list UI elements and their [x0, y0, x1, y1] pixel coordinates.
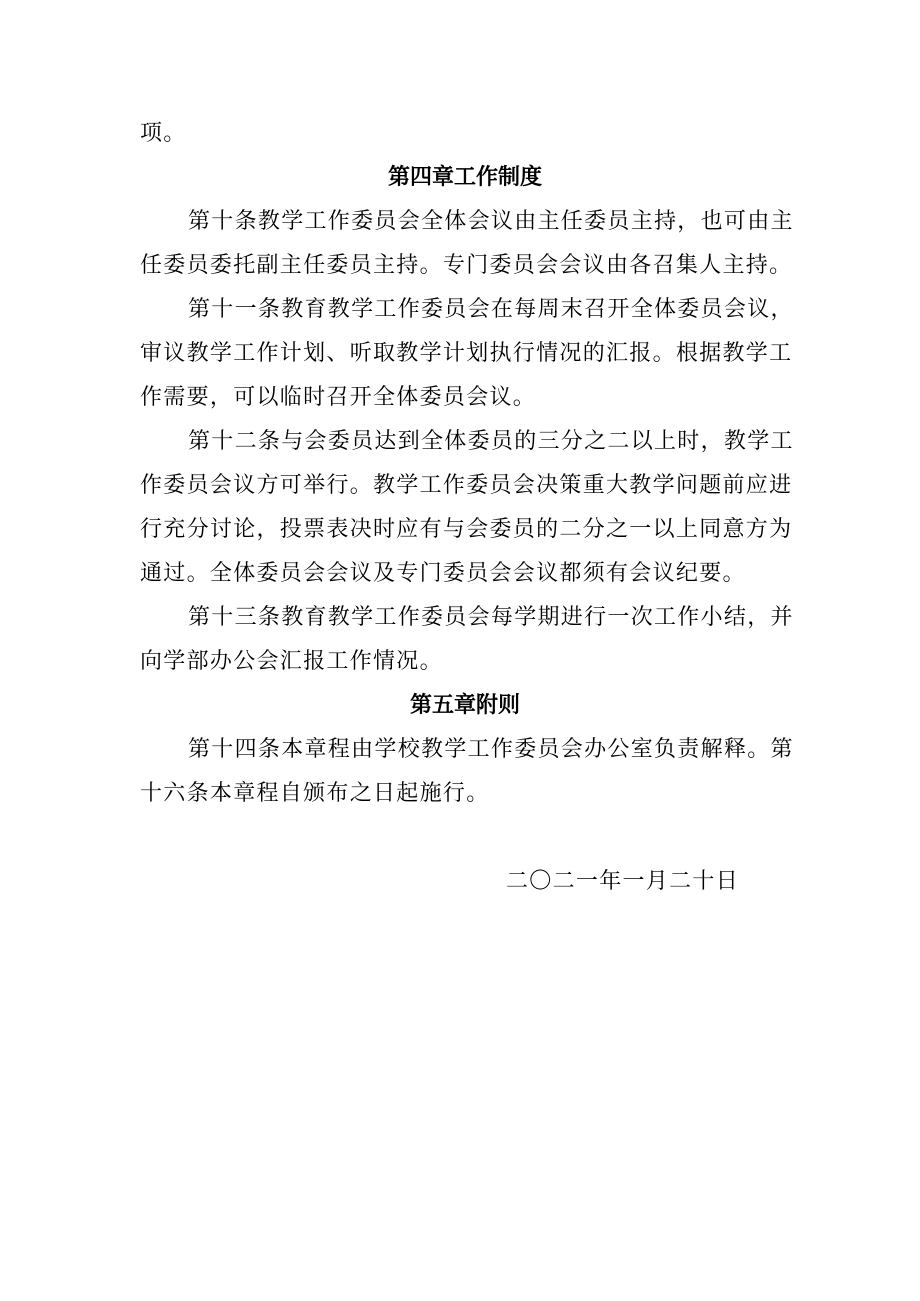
paragraph-line: 任委员委托副主任委员主持。专门委员会会议由各召集人主持。 — [140, 253, 793, 278]
chapter-4-heading: 第四章工作制度 — [387, 165, 542, 190]
article-12 — [140, 420, 794, 596]
paragraph-line: 作需要，可以临时召开全体委员会议。 — [140, 385, 537, 410]
article-10 — [140, 200, 794, 288]
paragraph-line: 第十一条教育教学工作委员会在每周末召开全体委员会议， — [188, 297, 794, 322]
paragraph-line: 第十二条与会委员达到全体委员的三分之二以上时，教学工 — [188, 429, 794, 454]
chapter-5-heading: 第五章附则 — [409, 693, 520, 718]
fragment-line: 项。 — [140, 121, 187, 146]
paragraph-line: 审议教学工作计划、听取教学计划执行情况的汇报。根据教学工 — [140, 341, 793, 366]
paragraph-line: 向学部办公会汇报工作情况。 — [140, 649, 443, 674]
paragraph-line: 第十条教学工作委员会全体会议由主任委员主持，也可由主 — [188, 209, 794, 234]
paragraph-line: 通过。全体委员会会议及专门委员会会议都须有会议纪要。 — [140, 561, 746, 586]
paragraph-line: 第十三条教育教学工作委员会每学期进行一次工作小结，并 — [188, 605, 794, 630]
article-13 — [140, 596, 794, 684]
spacer — [140, 816, 790, 860]
paragraph-line: 作委员会议方可举行。教学工作委员会决策重大教学问题前应进 — [140, 473, 793, 498]
article-11 — [140, 288, 794, 420]
document-date: 二〇二一年一月二十日 — [506, 869, 740, 894]
article-14-16 — [140, 728, 794, 816]
document-body — [140, 112, 794, 904]
paragraph-line: 行充分讨论，投票表决时应有与会委员的二分之一以上同意方为 — [140, 517, 793, 542]
paragraph-line: 第十四条本章程由学校教学工作委员会办公室负责解释。第 — [188, 737, 794, 762]
paragraph-line: 十六条本章程自颁布之日起施行。 — [140, 781, 490, 806]
